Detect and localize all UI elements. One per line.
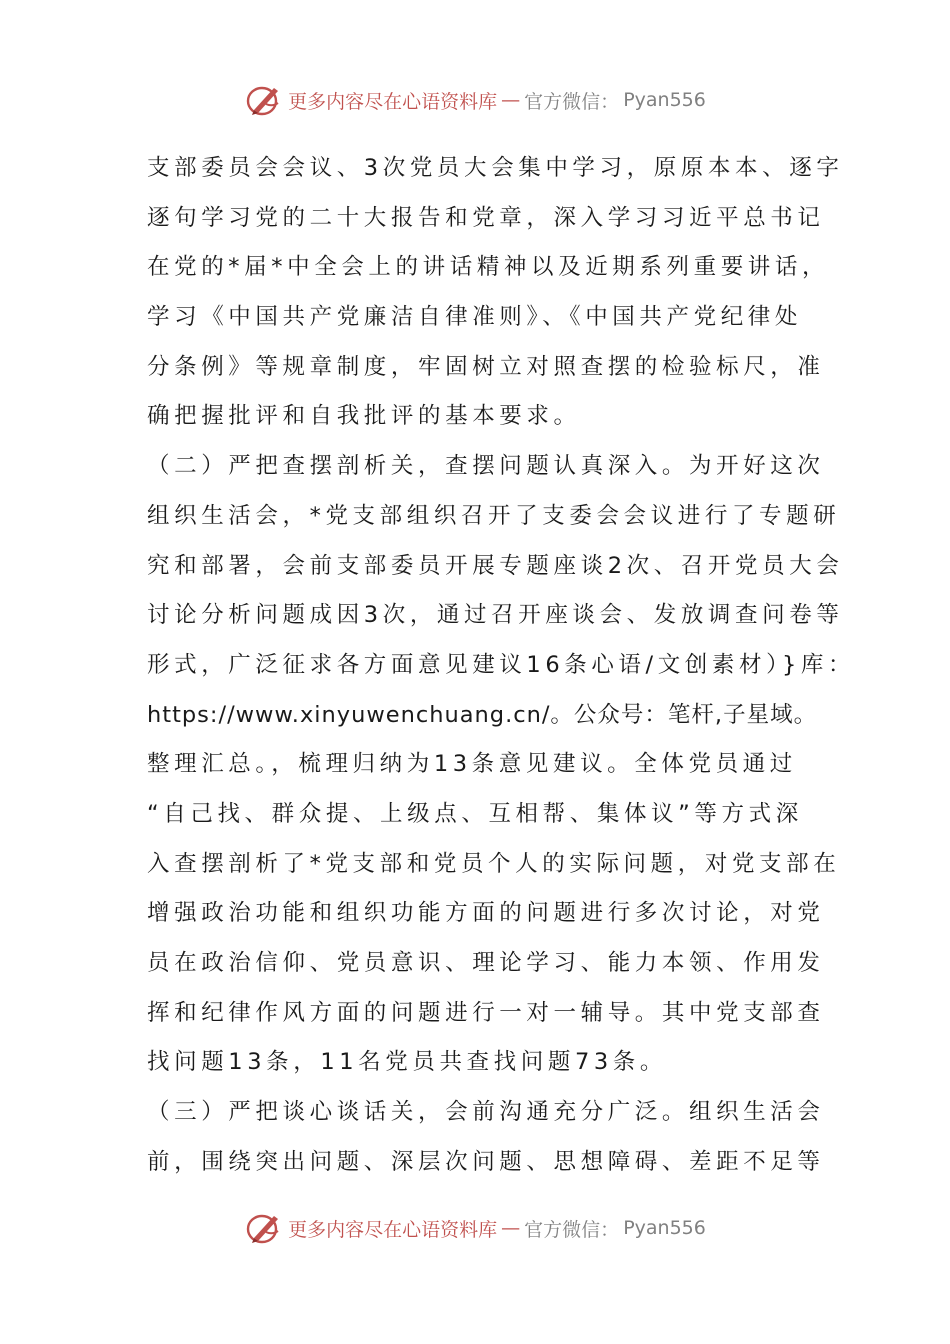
pen-logo-icon bbox=[244, 1210, 284, 1246]
banner-main-text: 更多内容尽在心语资料库 bbox=[288, 90, 498, 113]
text-line: 挥和纪律作风方面的问题进行一对一辅导。其中党支部查 bbox=[147, 999, 825, 1026]
banner-wechat-label: 官方微信： bbox=[524, 1218, 620, 1241]
document-body bbox=[147, 144, 856, 1187]
text-line: 确把握批评和自我批评的基本要求。 bbox=[147, 403, 581, 430]
section-heading-line: （二）严把查摆剖析关，查摆问题认真深入。为开好这次 bbox=[147, 453, 825, 480]
pen-logo-icon bbox=[244, 82, 284, 118]
banner-dash: — bbox=[501, 89, 521, 111]
banner-dash: — bbox=[501, 1217, 521, 1239]
text-line: 支部委员会会议、3次党员大会集中学习，原原本本、逐字 bbox=[147, 155, 844, 181]
url-line: https://www.xinyuwenchuang.cn/。公众号：笔杆,子星域。 bbox=[147, 701, 818, 728]
text-line: 讨论分析问题成因3次，通过召开座谈会、发放调查问卷等 bbox=[147, 602, 844, 629]
text-line: 员在政治信仰、党员意识、理论学习、能力本领、作用发 bbox=[147, 950, 825, 976]
text-line: 前，围绕突出问题、深层次问题、思想障碍、差距不足等 bbox=[147, 1148, 825, 1175]
footer-banner bbox=[0, 1208, 950, 1248]
header-banner bbox=[0, 80, 950, 120]
banner-wechat-id: Pyan556 bbox=[623, 89, 706, 111]
text-line: 入查摆剖析了*党支部和党员个人的实际问题，对党支部在 bbox=[147, 850, 841, 877]
text-line: 在党的*届*中全会上的讲话精神以及近期系列重要讲话， bbox=[147, 254, 830, 281]
section-heading-line: （三）严把谈心谈话关，会前沟通充分广泛。组织生活会 bbox=[147, 1099, 825, 1126]
text-line: 究和部署，会前支部委员开展专题座谈2次、召开党员大会 bbox=[147, 552, 844, 579]
text-line: 找问题13条，11名党员共查找问题73条。 bbox=[147, 1049, 667, 1076]
banner-wechat-label: 官方微信： bbox=[524, 90, 620, 113]
banner-main-text: 更多内容尽在心语资料库 bbox=[288, 1218, 498, 1241]
text-line: “自己找、群众提、上级点、互相帮、集体议”等方式深 bbox=[147, 800, 803, 827]
text-line: 学习《中国共产党廉洁自律准则》、《中国共产党纪律处 bbox=[147, 304, 803, 331]
text-line: 增强政治功能和组织功能方面的问题进行多次讨论，对党 bbox=[147, 900, 825, 927]
banner-wechat-id: Pyan556 bbox=[623, 1217, 706, 1239]
text-line: 整理汇总。，梳理归纳为13条意见建议。全体党员通过 bbox=[147, 751, 797, 778]
text-line: 形式，广泛征求各方面意见建议16条心语/文创素材）}库： bbox=[147, 651, 856, 678]
text-line: 组织生活会，*党支部组织召开了支委会会议进行了专题研 bbox=[147, 502, 841, 529]
text-line: 逐句学习党的二十大报告和党章，深入学习习近平总书记 bbox=[147, 204, 825, 231]
text-line: 分条例》等规章制度，牢固树立对照查摆的检验标尺，准 bbox=[147, 353, 825, 380]
